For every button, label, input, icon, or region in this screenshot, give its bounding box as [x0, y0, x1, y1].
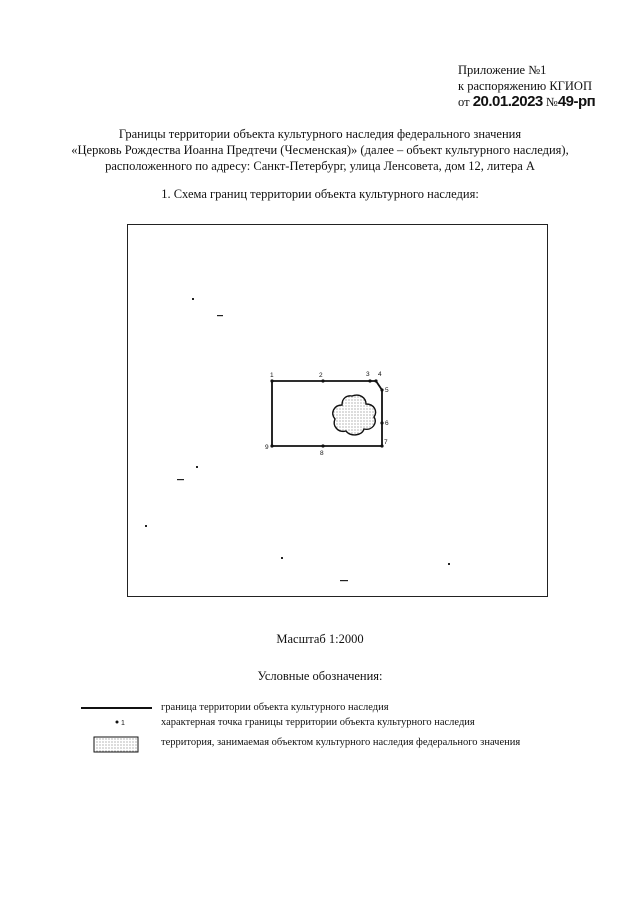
legend-point-label: 1: [121, 720, 125, 727]
boundary-point: [270, 379, 273, 382]
appendix-number: 49-рп: [557, 93, 596, 110]
title-line1: Границы территории объекта культурного наследия федерального значения: [118, 127, 522, 141]
number-prefix: №: [545, 95, 558, 109]
title-line3: расположенного по адресу: Санкт-Петербург, улица Ленсовета, дом 12, литера А: [105, 159, 535, 173]
point-label-5: 5: [385, 387, 389, 394]
boundary-point: [321, 444, 324, 447]
point-label-3: 3: [366, 371, 370, 378]
point-label-7: 7: [384, 439, 388, 446]
scan-marks: [145, 298, 450, 581]
point-label-2: 2: [319, 372, 323, 379]
heritage-object-area: [333, 395, 376, 435]
boundary-point: [368, 379, 371, 382]
appendix-line2: к распоряжению КГИОП: [458, 79, 592, 93]
legend-heading: Условные обозначения:: [257, 669, 383, 683]
legend-label: граница территории объекта культурного наследия: [161, 702, 389, 713]
point-label-9: 9: [265, 444, 269, 451]
boundary-point: [380, 388, 383, 391]
date-prefix: от: [458, 95, 470, 109]
boundary-point: [270, 444, 273, 447]
legend-label: территория, занимаемая объектом культурного наследия федерального значения: [161, 737, 521, 748]
title-line2: «Церковь Рождества Иоанна Предтечи (Чесменская)» (далее – объект культурного наследия),: [71, 143, 569, 157]
schema-heading: 1. Схема границ территории объекта культурного наследия:: [161, 187, 479, 201]
point-label-1: 1: [270, 372, 274, 379]
legend-point-icon: [116, 721, 119, 724]
boundary-point: [380, 421, 383, 424]
map-scale: Масштаб 1:2000: [276, 632, 364, 646]
boundary-point: [321, 379, 324, 382]
boundary-point: [374, 379, 377, 382]
appendix-date: 20.01.2023: [472, 93, 543, 110]
point-label-6: 6: [385, 420, 389, 427]
appendix-line1: Приложение №1: [458, 63, 547, 77]
point-label-4: 4: [378, 371, 382, 378]
point-label-8: 8: [320, 450, 324, 457]
legend-object-area-icon: [94, 737, 138, 752]
legend-label: характерная точка границы территории объекта культурного наследия: [161, 717, 475, 728]
